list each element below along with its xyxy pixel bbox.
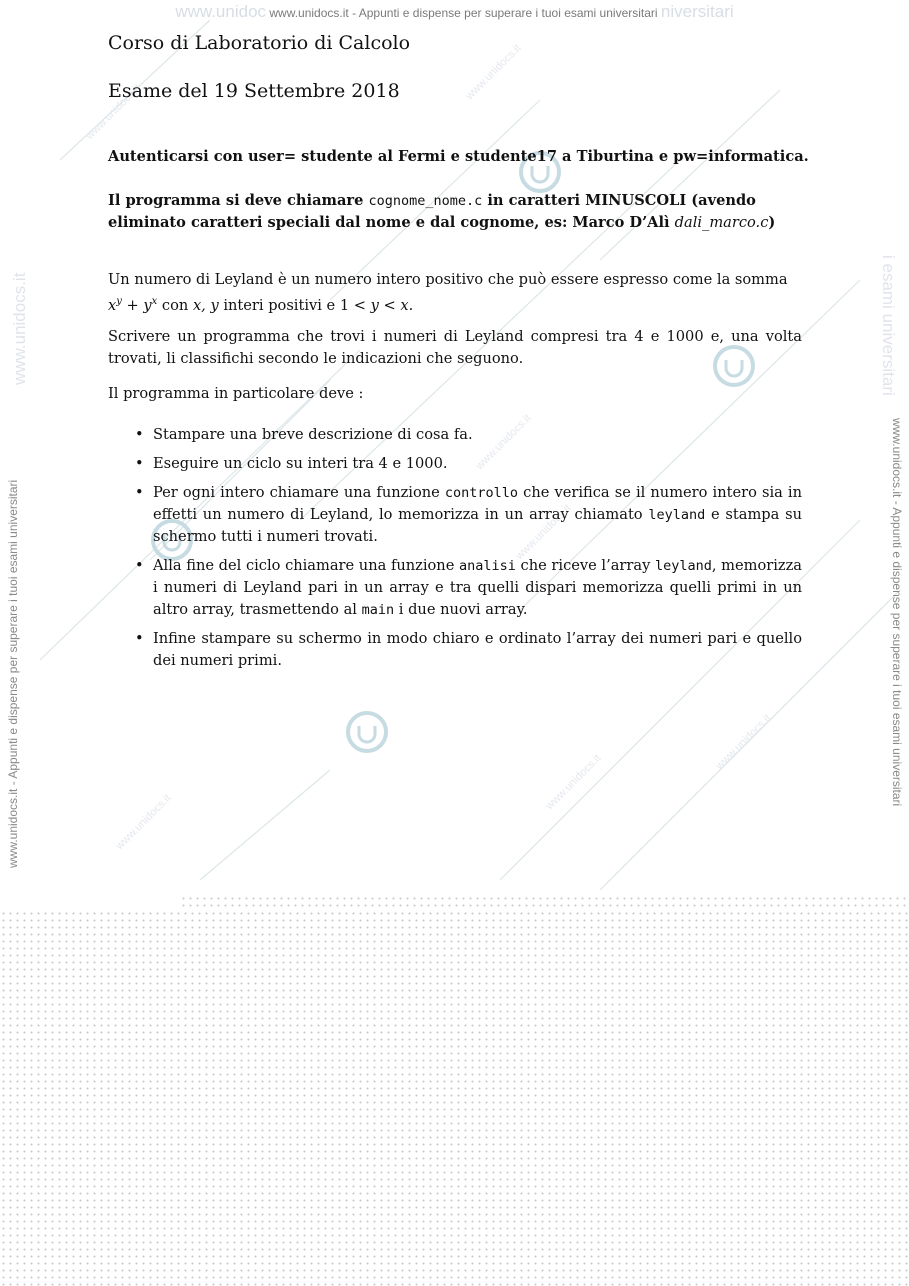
list-item: • Per ogni intero chiamare una funzione controllo che verifica se il numero intero sia in effetti un numero di Leyland, lo memorizza in un array chiamato leyland e stampa su schermo tutti i numeri trovati.	[135, 484, 802, 545]
definition-line-1: Un numero di Leyland è un numero intero positivo che può essere espresso come la somma	[108, 271, 788, 288]
diagonal-watermark-4: www.unidocs.it	[543, 752, 604, 813]
naming-code: cognome_nome.c	[368, 193, 483, 209]
diagonal-watermark-2: www.unidocs.it	[463, 42, 524, 103]
watermark-header	[0, 2, 909, 22]
requirements-list	[130, 424, 802, 679]
watermark-top-text: www.unidocs.it - Appunti e dispense per superare i tuoi esami universitari	[269, 6, 658, 20]
formula: $x^y + y^x$	[108, 296, 158, 314]
list-item: • Eseguire un ciclo su interi tra 4 e 1000.	[135, 455, 448, 472]
diagonal-watermark-7: www.unidocs.it	[473, 412, 534, 473]
auth-instructions: Autenticarsi con user= studente al Fermi e studente17 a Tiburtina e pw=informatica.	[108, 148, 809, 165]
diagonal-watermark-5: www.unidocs.it	[113, 792, 174, 853]
watermark-left-side: www.unidocs.it - Appunti e dispense per superare i tuoi esami universitari	[6, 479, 20, 868]
watermark-ghost-left: www.unidoc	[175, 2, 267, 21]
diagonal-watermark-1: www.unidocs.it	[83, 82, 144, 143]
watermark-right-side: www.unidocs.it - Appunti e dispense per superare i tuoi esami universitari	[890, 418, 904, 807]
diagonal-watermark-3: www.unidocs.it	[713, 712, 774, 773]
watermark-ghost-right-side: i esami universitari	[879, 255, 898, 396]
naming-pre: Il programma si deve chiamare	[108, 192, 369, 209]
course-title: Corso di Laboratorio di Calcolo	[108, 32, 411, 54]
naming-instructions	[108, 190, 823, 234]
watermark-ghost-right: niversitari	[660, 2, 734, 21]
list-item: • Alla fine del ciclo chiamare una funzione analisi che riceve l’array leyland, memorizza i numeri di Leyland pari in un array e tra quelli dispari memorizza quelli primi in un altro array, trasmettendo al main i due nuovi array.	[135, 557, 802, 618]
definition-line-2: $x^y + y^x$ con x, y interi positivi e 1 < y < x.	[108, 296, 414, 314]
naming-close: )	[768, 214, 776, 231]
requirements-intro: Il programma in particolare deve :	[108, 385, 364, 402]
diagonal-watermark-6: www.unidocs.it	[513, 502, 574, 563]
leyland-definition	[108, 269, 808, 317]
naming-example: dali_marco.c	[674, 214, 769, 231]
watermark-ghost-left-side: www.unidocs.it	[10, 272, 29, 385]
task-paragraph: Scrivere un programma che trovi i numeri di Leyland compresi tra 4 e 1000 e, una volta trovati, li classifichi secondo le indicazioni che seguono.	[108, 328, 802, 367]
list-item: • Stampare una breve descrizione di cosa fa.	[135, 426, 473, 443]
naming-post: in caratteri MINUSCOLI (avendo eliminato caratteri speciali dal nome e dal cognome, es: Marco D’Alì	[108, 192, 756, 231]
exam-date: Esame del 19 Settembre 2018	[108, 80, 400, 102]
list-item: • Infine stampare su schermo in modo chiaro e ordinato l’array dei numeri pari e quello dei numeri primi.	[135, 630, 802, 669]
